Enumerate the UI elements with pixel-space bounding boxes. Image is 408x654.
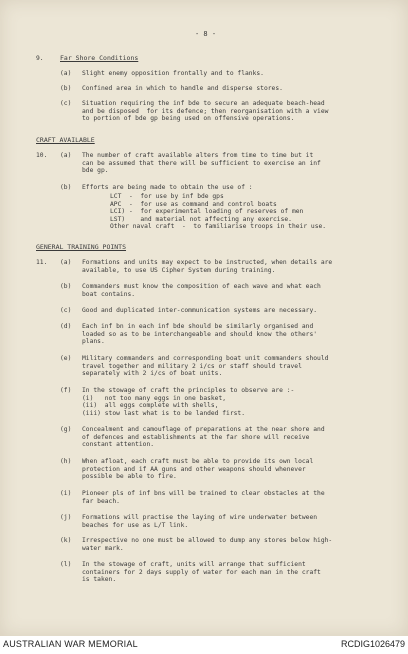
item-text: Efforts are being made to obtain the use of : [82,184,253,191]
section-heading: GENERAL TRAINING POINTS [36,243,127,251]
item-label: (k) [60,537,72,544]
item-label: (a) [60,152,72,159]
item-text: Pioneer pls of inf bns will be trained to clear obstacles at the far beach. [82,490,325,505]
section-number: 11. [36,259,48,266]
item-text: Formations will practise the laying of wire underwater between beaches for use as L/T link. [82,514,318,529]
section-number: 10. [36,152,48,159]
item-label: (l) [60,561,72,568]
item-label: (b) [60,85,72,92]
item-label: (c) [60,307,72,314]
item-label: (b) [60,283,72,290]
item-text: Confined area in which to handle and disperse stores. [82,85,283,92]
section-number: 9. [36,55,44,62]
craft-list: LCT - for use by inf bde gps APC - for use as command and control boats LCI) - for experimental loading of reserves of men LST) and material not affecting any exercise. Other naval craft - to familiarise troops in their use. [110,193,327,231]
item-text: In the stowage of craft the principles to observe are :- (i) not too many eggs in one basket, (ii) all eggs complete with shells, (iii) stow last what is to be landed first. [82,387,295,417]
item-text: Concealment and camouflage of preparations at the near shore and of defences and establishments at the far shore will receive constant attention. [82,426,325,449]
section-heading: CRAFT AVAILABLE [36,136,95,144]
item-text: Good and duplicated inter-communication systems are necessary. [82,307,318,314]
archive-id: RCDIG1026479 [340,639,405,649]
item-text: Situation requiring the inf bde to secure an adequate beach-head and be disposed for its defence; then reorganisation with a view to portion of bde gp being used on offensive operations. [82,100,329,123]
item-text: Formations and units may expect to be instructed, when details are available, to use US Cipher System during training. [82,259,333,274]
archive-name: AUSTRALIAN WAR MEMORIAL [3,639,138,649]
item-label: (e) [60,355,72,362]
item-label: (f) [60,387,72,394]
item-label: (g) [60,426,72,433]
item-text: When afloat, each craft must be able to provide its own local protection and if AA guns and other weapons should whenever possible be able to fire. [82,458,314,481]
page-number: - 8 - [195,30,217,38]
section-heading: Far Shore Conditions [60,54,139,62]
item-label: (j) [60,514,72,521]
item-label: (h) [60,458,72,465]
item-text: The number of craft available alters from time to time but it can be assumed that there will be sufficient to exercise an inf bde gp. [82,152,321,175]
item-label: (a) [60,259,72,266]
item-text: Irrespective no one must be allowed to dump any stores below high- water mark. [82,537,333,552]
item-text: Each inf bn in each inf bde should be similarly organised and loaded so as to be interchangeable and should know the others' plans. [82,323,318,346]
item-text: Commanders must know the composition of each wave and what each boat contains. [82,283,321,298]
item-text: Slight enemy opposition frontally and to flanks. [82,70,264,77]
item-label: (a) [60,70,72,77]
item-label: (b) [60,184,72,191]
item-label: (i) [60,490,72,497]
item-text: In the stowage of craft, units will arrange that sufficient containers for 2 days supply of water for each man in the craft is taken. [82,561,321,584]
item-label: (d) [60,323,72,330]
archive-footer [0,636,408,654]
item-text: Military commanders and corresponding boat unit commanders should travel together and military 2 i/cs or staff should travel separately with 2 i/cs of boat units. [82,355,329,378]
item-label: (c) [60,100,72,107]
